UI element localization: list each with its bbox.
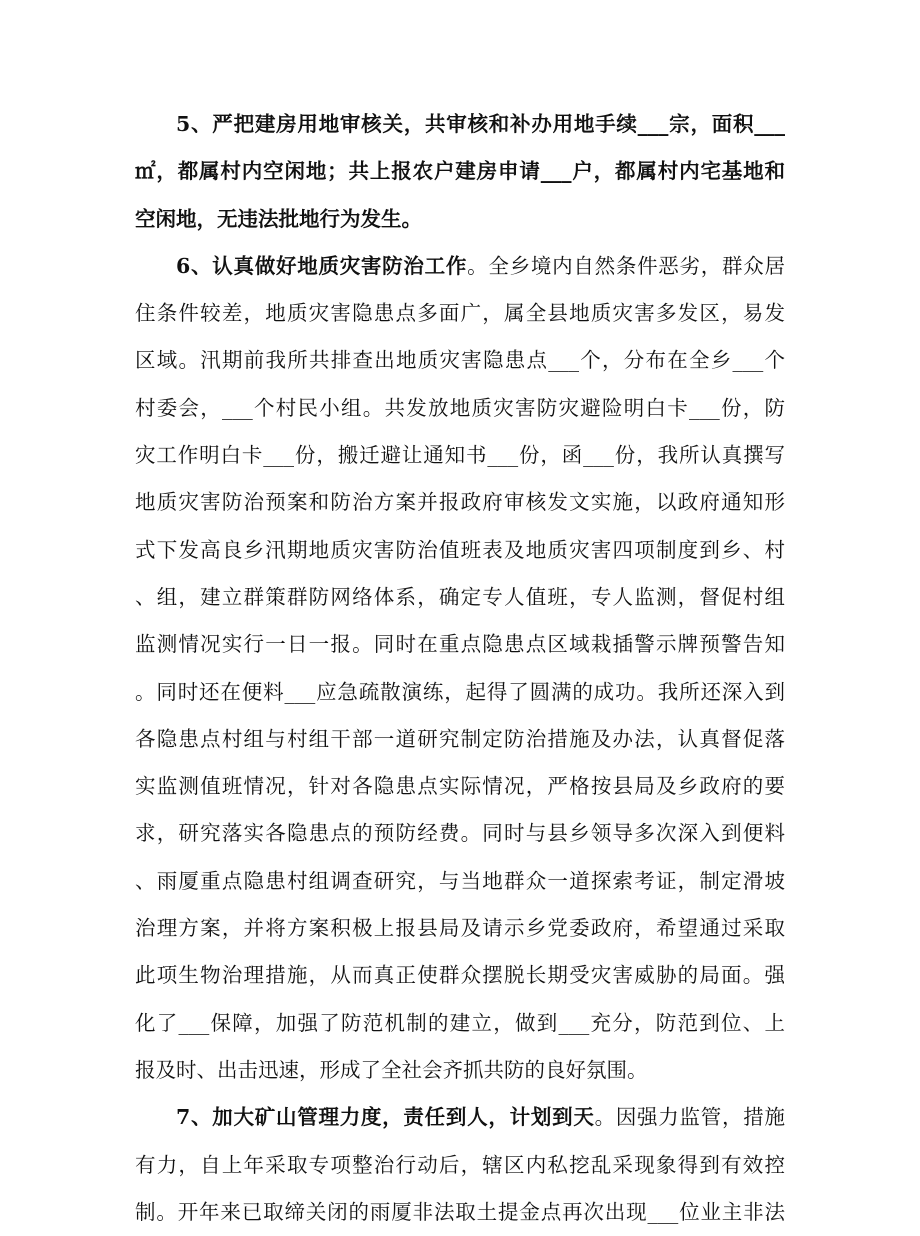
paragraph-heading: 7、加大矿山管理力度，责任到人，计划到天 — [176, 1105, 595, 1130]
paragraph-line: 各隐患点村组与村组干部一道研究制定防治措施及办法，认真督促落 — [135, 726, 785, 751]
paragraph-line: 、雨厦重点隐患村组调查研究，与当地群众一道探索考证，制定滑坡 — [135, 868, 785, 893]
paragraph-line: 区域。汛期前我所共排查出地质灾害隐患点___个，分布在全乡___个 — [135, 348, 785, 373]
paragraph-6 — [135, 243, 785, 1094]
paragraph-line: 制。开年来已取缔关闭的雨厦非法取土提金点再次出现___位业主非法 — [135, 1199, 785, 1224]
paragraph-line: 求，研究落实各隐患点的预防经费。同时与县乡领导多次深入到便料 — [135, 821, 785, 846]
paragraph-line: 空闲地，无违法批地行为发生。 — [135, 206, 422, 231]
paragraph-5 — [135, 101, 785, 243]
paragraph-line: 住条件较差，地质灾害隐患点多面广，属全县地质灾害多发区，易发 — [135, 301, 785, 326]
paragraph-line: 。同时还在便料___应急疏散演练，起得了圆满的成功。我所还深入到 — [135, 679, 785, 704]
paragraph-line: 式下发高良乡汛期地质灾害防治值班表及地质灾害四项制度到乡、村 — [135, 537, 785, 562]
paragraph-line: 治理方案，并将方案积极上报县局及请示乡党委政府，希望通过采取 — [135, 916, 785, 941]
document-body — [135, 101, 785, 1236]
paragraph-line: ㎡，都属村内空闲地；共上报农户建房申请___户，都属村内宅基地和 — [135, 159, 785, 184]
paragraph-line: 此项生物治理措施，从而真正使群众摆脱长期受灾害威胁的局面。强 — [135, 963, 785, 988]
paragraph-line: 、组，建立群策群防网络体系，确定专人值班，专人监测，督促村组 — [135, 584, 785, 609]
paragraph-line: 实监测值班情况，针对各隐患点实际情况，严格按县局及乡政府的要 — [135, 774, 785, 799]
paragraph-line: 有力，自上年采取专项整治行动后，辖区内私挖乱采现象得到有效控 — [135, 1152, 785, 1177]
paragraph-7 — [135, 1094, 785, 1236]
paragraph-text: 。全乡境内自然条件恶劣，群众居 — [467, 253, 786, 278]
paragraph-line: 化了___保障，加强了防范机制的建立，做到___充分，防范到位、上 — [135, 1010, 785, 1035]
paragraph-heading: 6、认真做好地质灾害防治工作 — [176, 253, 468, 278]
paragraph-line: 村委会，___个村民小组。共发放地质灾害防灾避险明白卡___份，防 — [135, 395, 785, 420]
paragraph-line: 监测情况实行一日一报。同时在重点隐患点区域栽插警示牌预警告知 — [135, 632, 785, 657]
paragraph-line: 5、严把建房用地审核关，共审核和补办用地手续___宗，面积___ — [176, 112, 785, 136]
paragraph-line: 地质灾害防治预案和防治方案并报政府审核发文实施，以政府通知形 — [135, 490, 785, 515]
paragraph-line: 报及时、出击迅速，形成了全社会齐抓共防的良好氛围。 — [135, 1057, 648, 1082]
paragraph-line: 灾工作明白卡___份，搬迁避让通知书___份，函___份，我所认真撰写 — [135, 443, 785, 468]
paragraph-line — [135, 1094, 785, 1141]
paragraph-line — [135, 243, 785, 290]
paragraph-text: 。因强力监管，措施 — [594, 1105, 786, 1130]
